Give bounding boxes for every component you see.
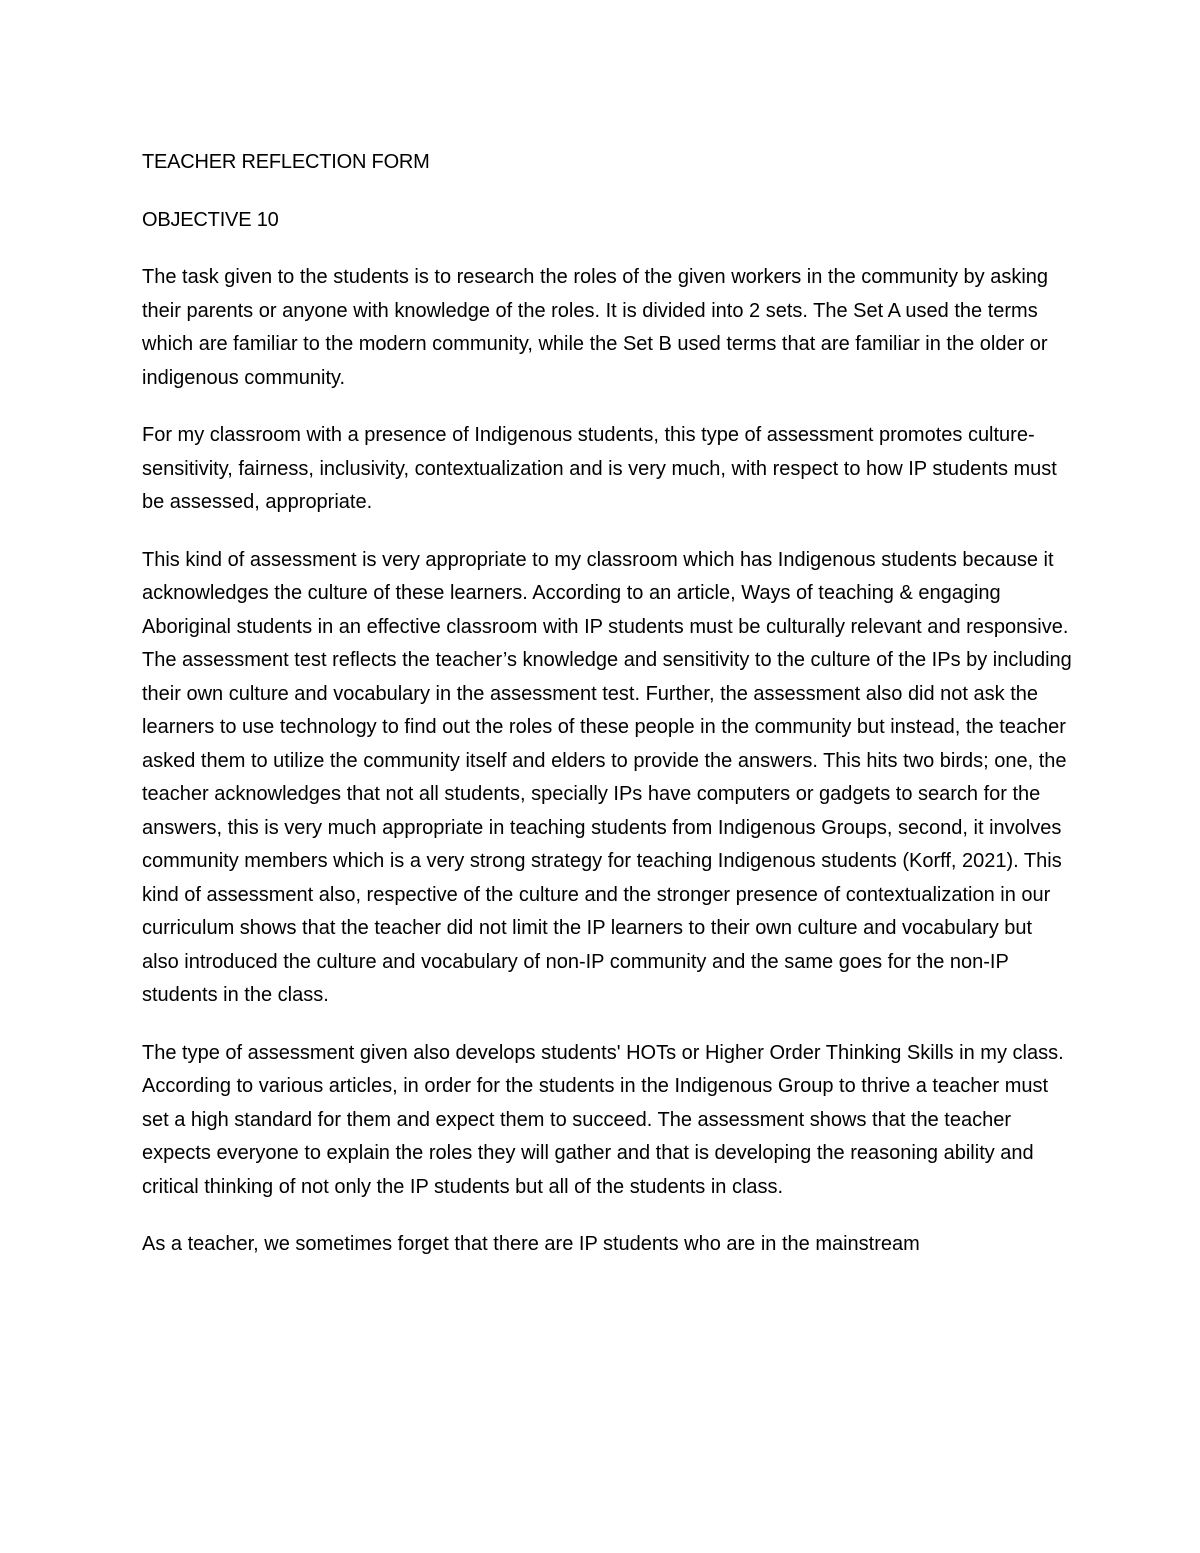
document-body <box>142 146 1072 1286</box>
paragraph-classroom-assessment: For my classroom with a presence of Indigenous students, this type of assessment promotes culture- sensitivity, fairness, inclusivity, contextualization and is very much, with respect to how IP students must be assessed, appropriate. <box>142 424 1057 513</box>
paragraph-hots: The type of assessment given also develops students' HOTs or Higher Order Thinking Skills in my class. According to various articles, in order for the students in the Indigenous Group to thrive a teacher must set a high standard for them and expect them to succeed. The assessment shows that the teacher expects everyone to explain the roles they will gather and that is developing the reasoning ability and critical thinking of not only the IP students but all of the students in class. <box>142 1041 1064 1198</box>
paragraph-task-description: The task given to the students is to research the roles of the given workers in the community by asking their parents or anyone with knowledge of the roles. It is divided into 2 sets. The Set A used the terms which are familiar to the modern community, while the Set B used terms that are familiar in the older or indigenous community. <box>142 266 1049 389</box>
objective-label: OBJECTIVE 10 <box>142 208 279 231</box>
document-title: TEACHER REFLECTION FORM <box>142 151 430 173</box>
paragraph-closing: As a teacher, we sometimes forget that there are IP students who are in the mainstream <box>142 1233 920 1255</box>
paragraph-appropriateness: This kind of assessment is very appropriate to my classroom which has Indigenous students because it acknowledges the culture of these learners. According to an article, Ways of teaching & engaging Aboriginal students in an effective classroom with IP students must be culturally relevant and responsive. The assessment test reflects the teacher’s knowledge and sensitivity to the culture of the IPs by including their own culture and vocabulary in the assessment test. Further, the assessment also did not ask the learners to use technology to find out the roles of these people in the community but instead, the teacher asked them to utilize the community itself and elders to provide the answers. This hits two birds; one, the teacher acknowledges that not all students, specially IPs have computers or gadgets to search for the answers, this is very much appropriate in teaching students from Indigenous Groups, second, it involves community members which is a very strong strategy for teaching Indigenous students (Korff, 2021). This kind of assessment also, respective of the culture and the stronger presence of contextualization in our curriculum shows that the teacher did not limit the IP learners to their own culture and vocabulary but also introduced the culture and vocabulary of non-IP community and the same goes for the non-IP students in the class. <box>142 548 1072 1006</box>
